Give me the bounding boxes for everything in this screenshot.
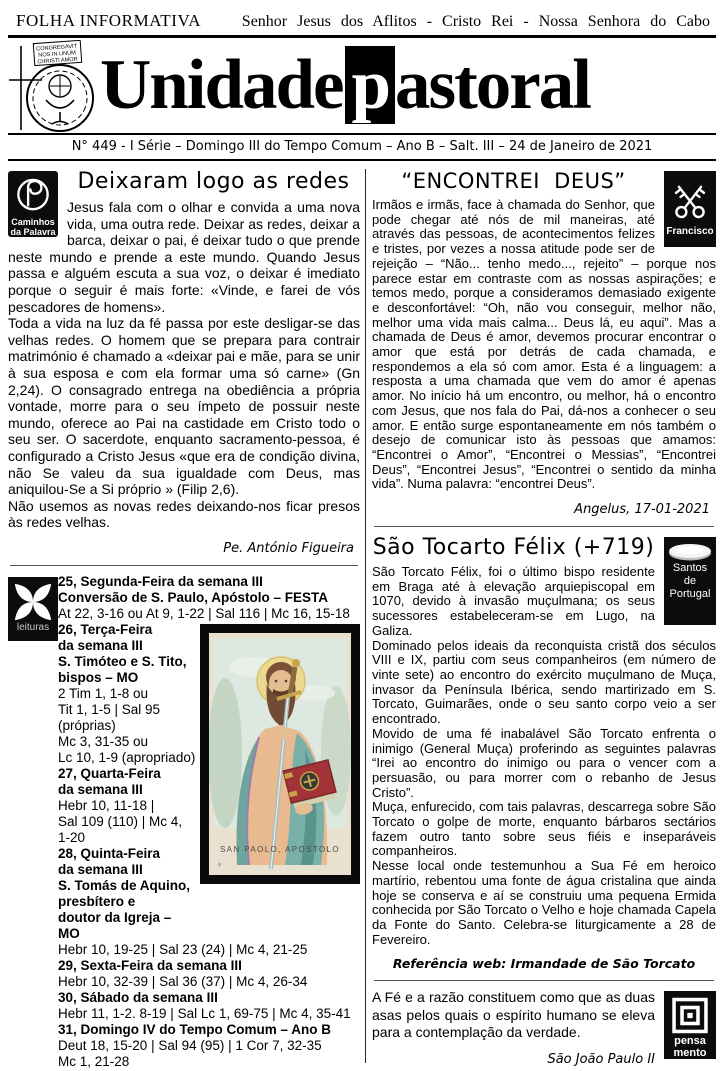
holy-card-image bbox=[200, 624, 360, 884]
masthead bbox=[0, 0, 724, 161]
chalice-host-wheat-icon bbox=[8, 40, 100, 132]
readings-text bbox=[58, 574, 360, 1070]
left-column bbox=[8, 169, 360, 1071]
crossed-keys-icon bbox=[667, 175, 713, 227]
readings-head bbox=[58, 574, 360, 622]
logo-motto-line: CHRISTI AMOR bbox=[37, 56, 78, 66]
reading-line: 30, Sábado da semana III bbox=[58, 989, 218, 1005]
article-paragraph: Irmãos e irmãs, face à chamada do Senhor, que pode chegar até nós de mil maneiras, até através das pessoas, de acontecimentos felizes e tristes, por vezes a nossa atitude pode ser de rejeição – “Não... tenho medo..., rejeito” – porque nos parece estar em contraste com as nossas aspirações; e temos medo, porque a consideramos demasiado exigente e desconfortável: “Oh, não vou conseguir, melhor não, melhor uma vida mais calma... Deus lá, eu aqui”. Mas a chamada de Deus é amor, devemos procurar encontrar o amor que está por detrás de cada chamada, e respondemos a ela só com amor. Esta é a linguagem: a resposta a uma chamada que vem do amor é apenas amor. No início há um encontro, ou melhor, há o encontro com Jesus, que nos fala do Pai, dá-nos a conhecer o seu amor. E então surge espontaneamente em nós também o desejo de comunicar isto às pessoas que amamos: “Encontrei o Amor”, “Encontrei o Messias”, “Encontrei Deus”, “Encontrei Jesus”, “Encontrei o sentido da minha vida”. Numa palavra: “encontrei Deus”. bbox=[372, 197, 716, 492]
cross-pattee-icon bbox=[12, 581, 54, 623]
badge-label: leituras bbox=[16, 621, 50, 633]
reading-line: Sal 109 (110) | Mc 4, 1-20 bbox=[58, 813, 183, 845]
readings-mid bbox=[58, 622, 360, 942]
parish-logo bbox=[8, 40, 100, 132]
reading-line: 25, Segunda-Feira da semana III bbox=[58, 573, 263, 589]
reading-line: Tit 1, 1-5 | Sal 95 (próprias) bbox=[58, 701, 161, 733]
article-signature: Pe. António Figueira bbox=[223, 540, 354, 556]
logo-motto-line: CONGREGAVIT bbox=[36, 43, 78, 53]
article-paragraph: Muça, enfurecido, com tais palavras, descarrega sobre São Torcato o golpe de morte, enquanto bárbaros sectários fazem outro tanto sobre seus fiéis e inseparáveis companheiros. bbox=[372, 799, 716, 859]
readings-mid-lines bbox=[58, 622, 196, 942]
holy-card-stamp: ✝ bbox=[217, 862, 223, 869]
badge-caminhos-da-palavra bbox=[8, 171, 58, 237]
badge-label: mento bbox=[673, 1047, 707, 1060]
article-sao-torcato bbox=[372, 535, 716, 971]
reading-line: da semana III bbox=[58, 781, 143, 797]
reading-line: 2 Tim 1, 1-8 ou bbox=[58, 685, 149, 701]
article-reference: Referência web: Irmandade de São Torcato bbox=[392, 956, 696, 972]
reading-line: At 22, 3-16 ou At 9, 1-22 | Sal 116 | Mc 16, 15-18 bbox=[58, 605, 350, 621]
reading-line: 26, Terça-Feira bbox=[58, 621, 153, 637]
reading-line: Lc 10, 1-9 (apropriado) bbox=[58, 749, 196, 765]
column-divider bbox=[365, 169, 366, 1063]
spiral-p-icon bbox=[11, 174, 55, 217]
article-paragraph: Não usemos as novas redes deixando-nos ficar presos às redes velhas. bbox=[8, 497, 360, 531]
reading-line: Deut 18, 15-20 | Sal 94 (95) | 1 Cor 7, 32-35 bbox=[58, 1037, 322, 1053]
issue-line: N° 449 - I Série – Domingo III do Tempo Comum – Ano B – Salt. III – 24 de Janeiro de 2021 bbox=[71, 139, 653, 154]
article-paragraph: Nesse local onde testemunhou a Sua Fé em heroico martírio, rebentou uma fonte de água cristalina que ainda hoje se conserva e aí se construiu uma pequena Ermida conhecida por São Torcato o Velho e hoje chamada Capela da Fonte do Santo. Celebra-se liturgicamente a 28 de Fevereiro. bbox=[372, 858, 716, 947]
reading-line: presbítero e bbox=[58, 893, 136, 909]
readings-tail bbox=[58, 942, 360, 1070]
reading-line: da semana III bbox=[58, 637, 143, 653]
reading-line: 29, Sexta-Feira da semana III bbox=[58, 957, 242, 973]
section-divider bbox=[374, 980, 714, 981]
article-title: Deixaram logo as redes bbox=[77, 169, 350, 194]
reading-line: 27, Quarta-Feira bbox=[58, 765, 161, 781]
saint-paul-holy-card bbox=[209, 633, 351, 875]
reading-line: Mc 1, 21-28 bbox=[58, 1053, 130, 1069]
kicker-row bbox=[0, 0, 724, 34]
reading-line: S. Tomás de Aquino, bbox=[58, 877, 191, 893]
masthead-row bbox=[8, 38, 716, 132]
article-title: São Tocarto Félix (+719) bbox=[372, 535, 655, 561]
section-divider bbox=[374, 526, 714, 527]
article-paragraph: Movido de uma fé inabalável São Torcato enfrenta o inimigo (General Muça) proferindo as seguintes palavras “Irei ao encontro do inimigo ou para o vencer com a persuasão, ou para morrer com o rebanho de Jesus Cristo”. bbox=[372, 725, 716, 800]
right-column bbox=[372, 169, 716, 1071]
masthead-kicker: FOLHA INFORMATIVA bbox=[16, 11, 202, 30]
readings-section bbox=[8, 574, 360, 1070]
thought-signature: São João Paulo II bbox=[547, 1051, 655, 1067]
title-boxed-letter: p bbox=[345, 46, 395, 124]
reading-line: Hebr 11, 1-2. 8-19 | Sal Lc 1, 69-75 | Mc 4, 35-41 bbox=[58, 1005, 351, 1021]
badge-pensamento bbox=[664, 991, 716, 1059]
article-signature: Angelus, 17-01-2021 bbox=[574, 502, 710, 518]
title-part: Unidade bbox=[100, 46, 343, 124]
reading-line: da semana III bbox=[58, 861, 143, 877]
reading-line: 31, Domingo IV do Tempo Comum – Ano B bbox=[58, 1021, 332, 1037]
reading-line: Hebr 10, 19-25 | Sal 23 (24) | Mc 4, 21-25 bbox=[58, 941, 308, 957]
concentric-squares-icon bbox=[670, 996, 710, 1035]
reading-line: bispos – MO bbox=[58, 669, 139, 685]
article-deixaram bbox=[8, 169, 360, 556]
thought-text: A Fé e a razão constituem como que as duas asas pelos quais o espírito humano se eleva para a contemplação da verdade. bbox=[372, 989, 655, 1041]
logo-motto-line: NOS IN UNUM bbox=[38, 50, 77, 59]
parish-names: Senhor Jesus dos Aflitos - Cristo Rei - Nossa Senhora do Cabo bbox=[241, 13, 710, 30]
thought-section bbox=[372, 989, 716, 1067]
section-divider bbox=[10, 565, 358, 566]
article-encontrei-deus bbox=[372, 169, 716, 517]
reading-line: Conversão de S. Paulo, Apóstolo – FESTA bbox=[58, 589, 329, 605]
reading-line: S. Timóteo e S. Tito, bbox=[58, 653, 187, 669]
badge-label: Portugal bbox=[669, 588, 711, 601]
newsletter-title bbox=[8, 38, 716, 132]
reading-line: doutor da Igreja – MO bbox=[58, 909, 172, 941]
badge-santos-de-portugal bbox=[664, 537, 716, 625]
article-paragraph: Dominado pelos ideais da reconquista cristã dos séculos VIII e IX, partiu com seus companheiros (em número de vinte sete) ao encontro do exército muçulmano de Muça, invasor da Península Ibérica, sendo martirizado em S. Torcato, Guimarães, onde o seu santo corpo veio a ser encontrado. bbox=[372, 637, 716, 727]
badge-label: Francisco bbox=[666, 226, 714, 237]
badge-label: da Palavra bbox=[10, 227, 56, 237]
reading-line: Mc 3, 31-35 ou bbox=[58, 733, 149, 749]
article-paragraph: São Torcato Félix, foi o último bispo residente em Braga até à elevação arquiepiscopal em 1070, devido à invasão muçulmana; os seus sucessores estabeleceram-se em Lugo, na Galiza. bbox=[372, 564, 655, 638]
badge-label: Santos bbox=[672, 562, 708, 575]
halo-disc-icon bbox=[667, 542, 713, 562]
badge-leituras bbox=[8, 577, 58, 641]
badge-label: Caminhos bbox=[11, 217, 55, 227]
article-paragraph: Jesus fala com o olhar e convida a uma nova vida, uma outra rede. Deixar as redes, deixar a barca, deixar o pai, é deixar tudo o que prende neste mundo e prende a este mundo. Quando Jesus passa e alguém escuta a sua voz, o deixar é imediato porque o seguir é mais forte: «Vinde, e farei de vós pescadores de homens». bbox=[8, 199, 360, 315]
article-title: “ENCONTREI DEUS” bbox=[401, 169, 626, 193]
reading-line: Hebr 10, 32-39 | Sal 36 (37) | Mc 4, 26-34 bbox=[58, 973, 308, 989]
holy-card-caption: SAN PAOLO, APOSTOLO bbox=[219, 844, 341, 854]
content-columns bbox=[0, 161, 724, 1071]
badge-label: pensa bbox=[674, 1035, 706, 1048]
article-paragraph: Toda a vida na luz da fé passa por este desligar-se das velhas redes. O homem que se prepara para contrair matrimónio é chamado a «deixar pai e mãe, para se unir à sua esposa e com ela formar uma só carne» (Gn 2,24). O consagrado entrega na obediência a própria vontade, morre para o seu ímpeto de possuir neste mundo, oferece ao Pai na castidade em Cristo todo o seu ser. O sacerdote, enquanto sacramento-pessoa, é configurado a Cristo Jesus «que era de condição divina, não Se valeu da sua igualdade com Deus, mas aniquilou-Se a Si próprio » (Filip 2,6). bbox=[8, 315, 360, 498]
badge-francisco bbox=[664, 171, 716, 247]
title-part: astoral bbox=[394, 46, 590, 124]
reading-line: 28, Quinta-Feira bbox=[58, 845, 161, 861]
badge-label: de bbox=[683, 575, 697, 588]
reading-line: Hebr 10, 11-18 | bbox=[58, 797, 155, 813]
